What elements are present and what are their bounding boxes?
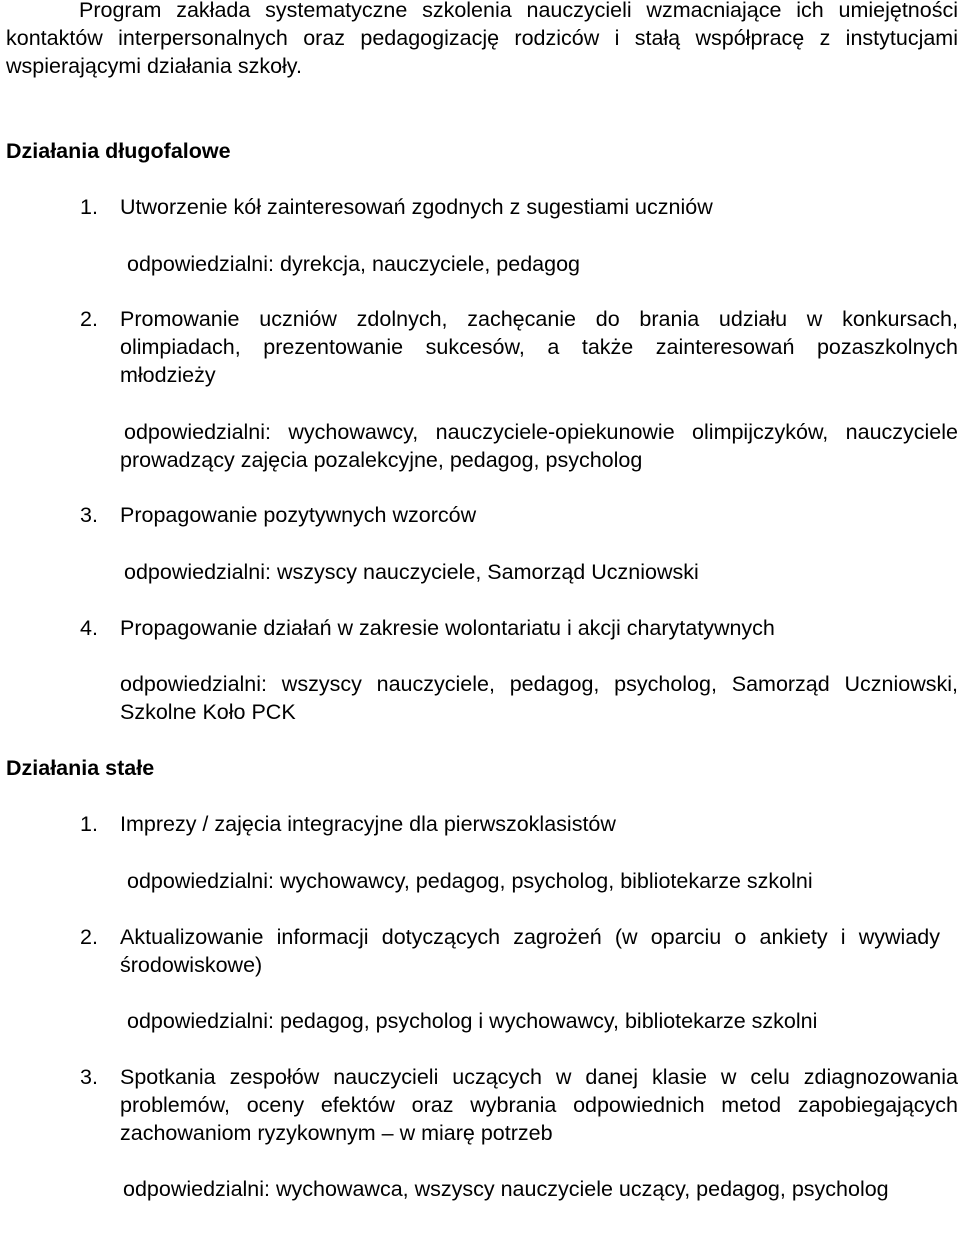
list-item [80, 614, 958, 642]
item-responsible: odpowiedzialni: wychowawcy, pedagog, psycholog, bibliotekarze szkolni [127, 869, 813, 893]
item-number: 3. [80, 1065, 98, 1089]
item-text: Spotkania zespołów nauczycieli uczących w danej klasie w celu zdiagnozowania problemów, oceny efektów oraz wybrania odpowiednich metod zapobiegających zachowaniom ryzykownym – w miarę potrzeb [120, 1065, 958, 1145]
item-number: 2. [80, 925, 98, 949]
list-item [80, 193, 958, 221]
item-text: Promowanie uczniów zdolnych, zachęcanie do brania udziału w konkursach, olimpiadach, prezentowanie sukcesów, a także zainteresowań pozaszkolnych młodzieży [120, 307, 958, 387]
list-item [80, 1063, 958, 1147]
item-responsible: odpowiedzialni: wszyscy nauczyciele, Samorząd Uczniowski [124, 560, 699, 584]
item-text: Aktualizowanie informacji dotyczących zagrożeń (w oparciu o ankiety i wywiady środowiskowe) [120, 925, 940, 977]
list-item [80, 810, 958, 838]
item-responsible: odpowiedzialni: wychowawca, wszyscy nauczyciele uczący, pedagog, psycholog [123, 1177, 889, 1201]
list-item [80, 305, 958, 389]
item-responsible: odpowiedzialni: dyrekcja, nauczyciele, pedagog [127, 252, 580, 276]
section-heading-longterm: Działania długofalowe [6, 139, 231, 163]
item-text: Utworzenie kół zainteresowań zgodnych z sugestiami uczniów [120, 195, 713, 219]
item-number: 2. [80, 307, 98, 331]
list-item [80, 923, 958, 979]
section-heading-permanent: Działania stałe [6, 756, 155, 780]
item-text: Propagowanie działań w zakresie wolontariatu i akcji charytatywnych [120, 616, 775, 640]
item-text: Propagowanie pozytywnych wzorców [120, 503, 477, 527]
item-responsible: odpowiedzialni: pedagog, psycholog i wychowawcy, bibliotekarze szkolni [127, 1009, 818, 1033]
item-text: Imprezy / zajęcia integracyjne dla pierwszoklasistów [120, 812, 616, 836]
item-number: 3. [80, 503, 98, 527]
item-number: 4. [80, 616, 98, 640]
item-responsible: odpowiedzialni: wszyscy nauczyciele, pedagog, psycholog, Samorząd Uczniowski, Szkolne Koło PCK [120, 672, 958, 724]
intro-paragraph: Program zakłada systematyczne szkolenia nauczycieli wzmacniające ich umiejętności kontaktów interpersonalnych oraz pedagogizację rodziców i stałą współpracę z instytucjami wspierającymi działania szkoły. [6, 0, 958, 78]
item-number: 1. [80, 195, 98, 219]
item-responsible: odpowiedzialni: wychowawcy, nauczyciele-opiekunowie olimpijczyków, nauczyciele prowadzący zajęcia pozalekcyjne, pedagog, psycholog [120, 420, 958, 472]
item-number: 1. [80, 812, 98, 836]
list-item [80, 501, 958, 529]
